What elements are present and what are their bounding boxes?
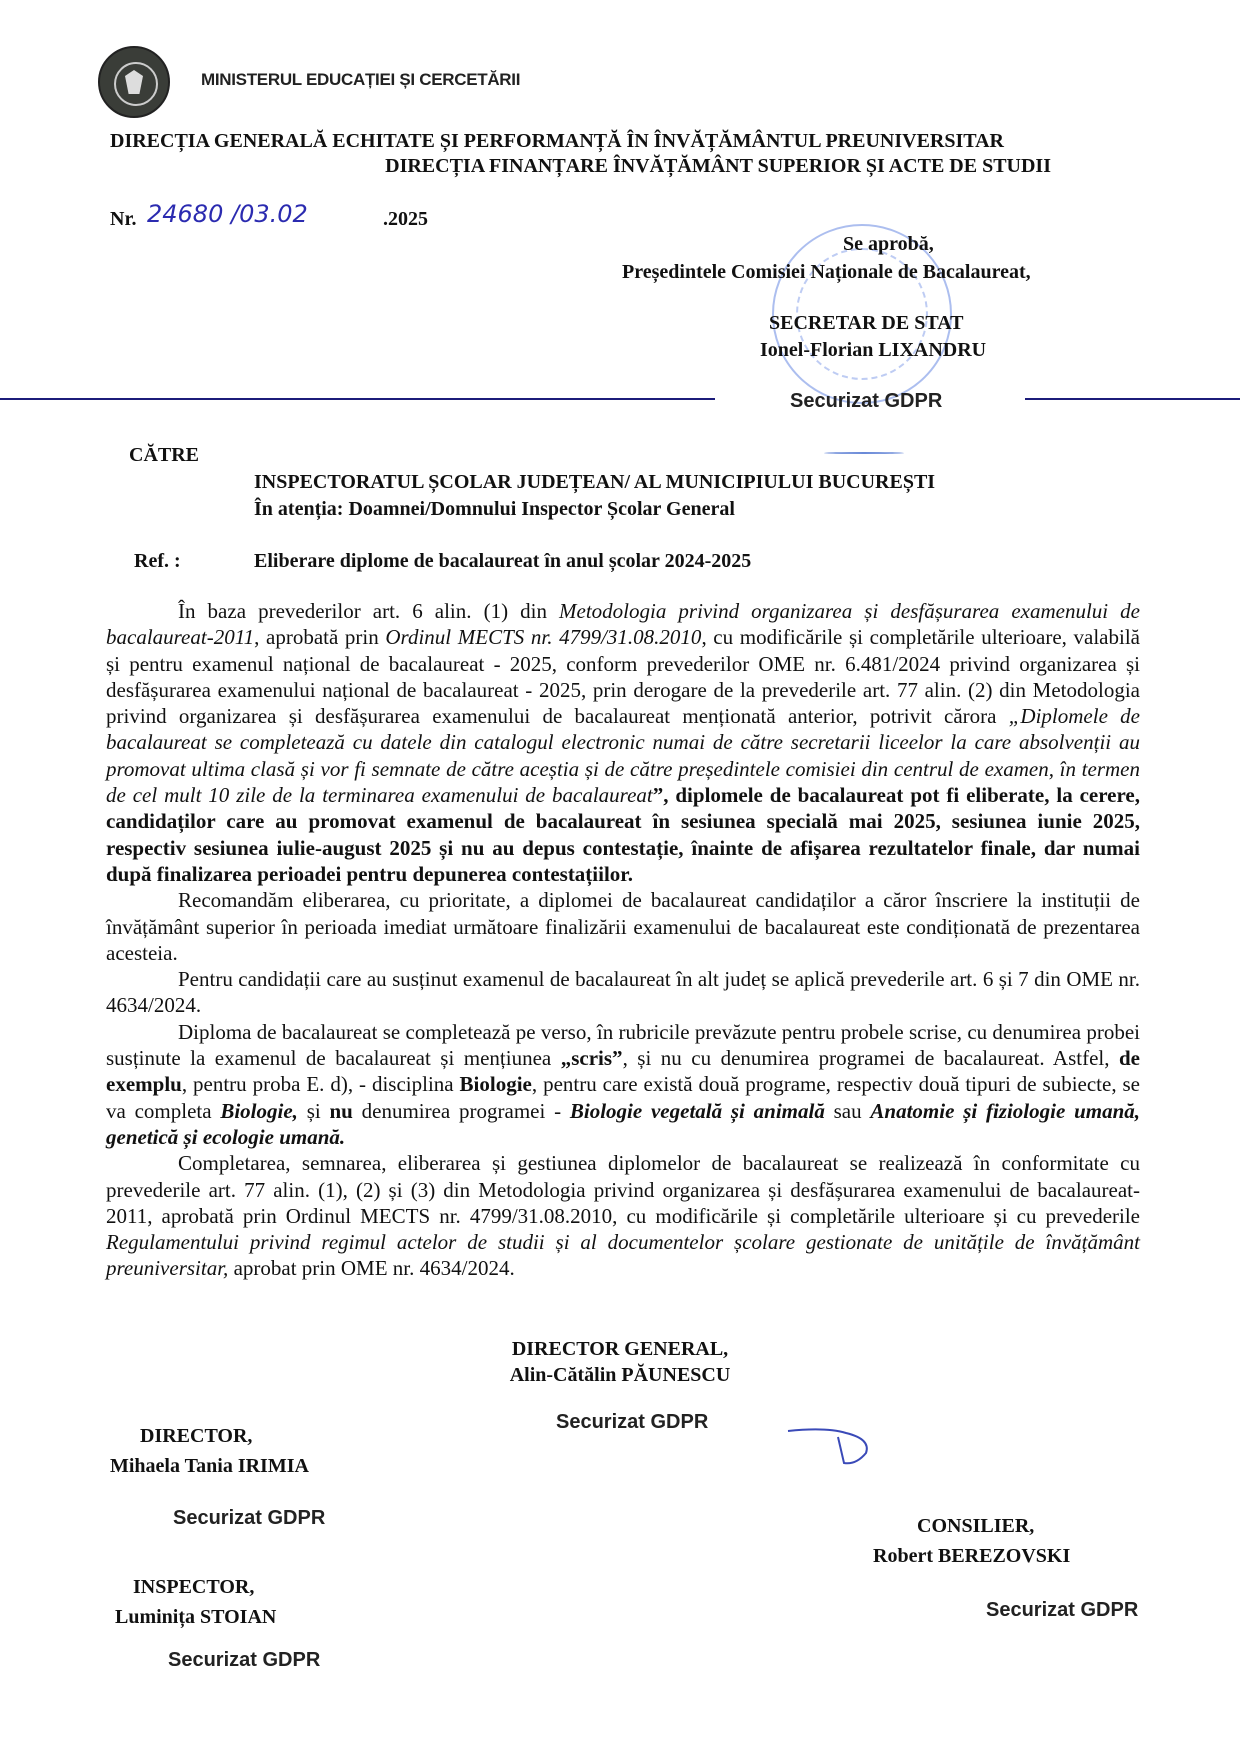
approval-line: Se aprobă, <box>843 233 934 255</box>
ref-label: Ref. : <box>134 550 181 572</box>
text-run: „scris” <box>560 1046 623 1071</box>
body-paragraph <box>106 598 1140 887</box>
text-run: de exemplu <box>106 1046 1140 1097</box>
text-run: Ordinul MECTS nr. 4799/31.08.2010 <box>385 625 702 650</box>
consilier-name: Robert BEREZOVSKI <box>873 1545 1071 1567</box>
text-run: Recomandăm eliberarea, cu prioritate, a diplomei de bacalaureat candidaților a căror înscriere la instituții de învățământ superior în perioada imediat următoare finalizării examenului de bacalaureat este condiționată de prezentarea acesteia. <box>106 888 1140 965</box>
text-run: denumirea programei - <box>352 1098 570 1123</box>
text-run: sau <box>824 1098 871 1123</box>
body-paragraph <box>106 1150 1140 1281</box>
text-run: Regulamentului privind regimul actelor de studii și al documentelor școlare gestionate de unitățile de învățământ preuniversitar, <box>106 1230 1140 1281</box>
text-run: Biologie <box>459 1072 532 1097</box>
registration-year: .2025 <box>383 208 428 230</box>
government-seal-logo <box>98 46 170 118</box>
divider-right <box>1025 398 1240 400</box>
text-run: , pentru proba E. d), - disciplina <box>181 1072 460 1097</box>
directorate-general: DIRECȚIA GENERALĂ ECHITATE ȘI PERFORMANȚĂ ÎN ÎNVĂȚĂMÂNTUL PREUNIVERSITAR <box>110 130 1005 152</box>
text-run: Biologie, <box>220 1098 298 1123</box>
approval-role: Președintele Comisiei Naționale de Bacalaureat, <box>622 261 1031 283</box>
divider-left <box>0 398 715 400</box>
text-run: aprobat prin OME nr. 4634/2024. <box>228 1256 515 1281</box>
registration-number-label: Nr. <box>110 208 137 230</box>
text-run: nu <box>329 1098 353 1123</box>
director-name: Mihaela Tania IRIMIA <box>110 1455 309 1477</box>
text-run: , cu modificările și completările ulterioare, valabilă și pentru examenul național de bacalaureat - 2025, conform prevederilor OME nr. 6.481/2024 privind organizarea și desfășurarea examenului național de bacalaureat - 2025, prin derogare de la prevederile art. 77 alin. (2) din Metodologia privind organizarea și desfășurarea examenului de bacalaureat menționată anterior, potrivit cărora <box>106 625 1140 729</box>
text-run: Diploma de bacalaureat se completează pe verso, în rubricile prevăzute pentru probele scrise, cu denumirea probei susținute la examenul de bacalaureat și mențiunea <box>106 1019 1140 1071</box>
ministry-name: MINISTERUL EDUCAȚIEI ȘI CERCETĂRII <box>201 70 521 89</box>
to-label: CĂTRE <box>129 444 200 466</box>
text-run: Metodologia privind organizarea și desfășurarea examenului de bacalaureat-2011 <box>106 599 1141 650</box>
text-run: , aprobată prin <box>254 625 386 650</box>
recipient-attention: În atenția: Doamnei/Domnului Inspector Școlar General <box>254 498 735 520</box>
text-run: , și nu cu denumirea programei de bacalaureat. Astfel, <box>622 1046 1119 1071</box>
text-run: „Diplomele de bacalaureat se completează cu datele din catalogul electronic numai de către secretarii liceelor la care absolvenții au promovat ultima clasă și vor fi semnate de către aceștia și de către președintele comisiei din centrul de examen, în termen de cel mult 10 zile de la terminarea examenului de bacalaureat <box>106 704 1140 808</box>
text-run: În baza prevederilor art. 6 alin. (1) din <box>178 599 560 623</box>
gdpr-redaction: Securizat GDPR <box>986 1599 1139 1621</box>
approval-title: SECRETAR DE STAT <box>769 312 964 334</box>
director-title: DIRECTOR, <box>140 1425 253 1447</box>
recipient-institution: INSPECTORATUL ȘCOLAR JUDEȚEAN/ AL MUNICIPIULUI BUCUREȘTI <box>254 471 936 493</box>
approval-name: Ionel-Florian LIXANDRU <box>760 339 987 361</box>
inspector-title: INSPECTOR, <box>133 1576 255 1598</box>
text-run: și <box>297 1098 330 1123</box>
text-run: Completarea, semnarea, eliberarea și gestiunea diplomelor de bacalaureat se realizează în conformitate cu prevederile art. 77 alin. (1), (2) și (3) din Metodologia privind organizarea și desfășurarea examenului de bacalaureat-2011, aprobată prin Ordinul MECTS nr. 4799/31.08.2010, cu modificările și completările ulterioare și cu prevederile <box>106 1151 1140 1228</box>
handwritten-signature <box>786 1425 876 1470</box>
text-run: , pentru care există două programe, respectiv două tipuri de subiecte, se va completa <box>106 1072 1140 1123</box>
text-run: Anatomie și fiziologie umană, genetică și ecologie umană. <box>106 1098 1141 1149</box>
text-run: Pentru candidații care au susținut examenul de bacalaureat în alt județ se aplică prevederile art. 6 și 7 din OME nr. 4634/2024. <box>106 967 1140 1018</box>
ref-subject: Eliberare diplome de bacalaureat în anul școlar 2024-2025 <box>254 550 752 572</box>
gdpr-redaction: Securizat GDPR <box>168 1649 321 1671</box>
body-paragraph <box>106 966 1140 1019</box>
body-paragraph <box>106 887 1140 966</box>
director-general-title: DIRECTOR GENERAL, <box>511 1338 729 1360</box>
director-general-name: Alin-Cătălin PĂUNESCU <box>509 1364 731 1386</box>
registration-number-handwritten: 24680 /03.02 <box>147 200 308 228</box>
letter-body <box>106 598 1140 1282</box>
text-run: ”, diplomele de bacalaureat pot fi eliberate, la cerere, candidaților care au promovat examenul de bacalaureat în sesiunea specială mai 2025, sesiunea iunie 2025, respectiv sesiunea iulie-august 2025 și nu au depus contestație, înainte de afișarea rezultatelor finale, dar numai după finalizarea perioadei pentru depunerea contestațiilor. <box>106 783 1141 886</box>
directorate: DIRECȚIA FINANȚARE ÎNVĂȚĂMÂNT SUPERIOR ȘI ACTE DE STUDII <box>385 155 1051 177</box>
signature-mark <box>824 452 904 454</box>
body-paragraph <box>106 1019 1140 1150</box>
gdpr-redaction: Securizat GDPR <box>790 390 943 412</box>
consilier-title: CONSILIER, <box>917 1515 1035 1537</box>
gdpr-redaction: Securizat GDPR <box>556 1411 709 1433</box>
gdpr-redaction: Securizat GDPR <box>173 1507 326 1529</box>
inspector-name: Luminița STOIAN <box>115 1606 277 1628</box>
text-run: Biologie vegetală și animală <box>569 1098 825 1123</box>
